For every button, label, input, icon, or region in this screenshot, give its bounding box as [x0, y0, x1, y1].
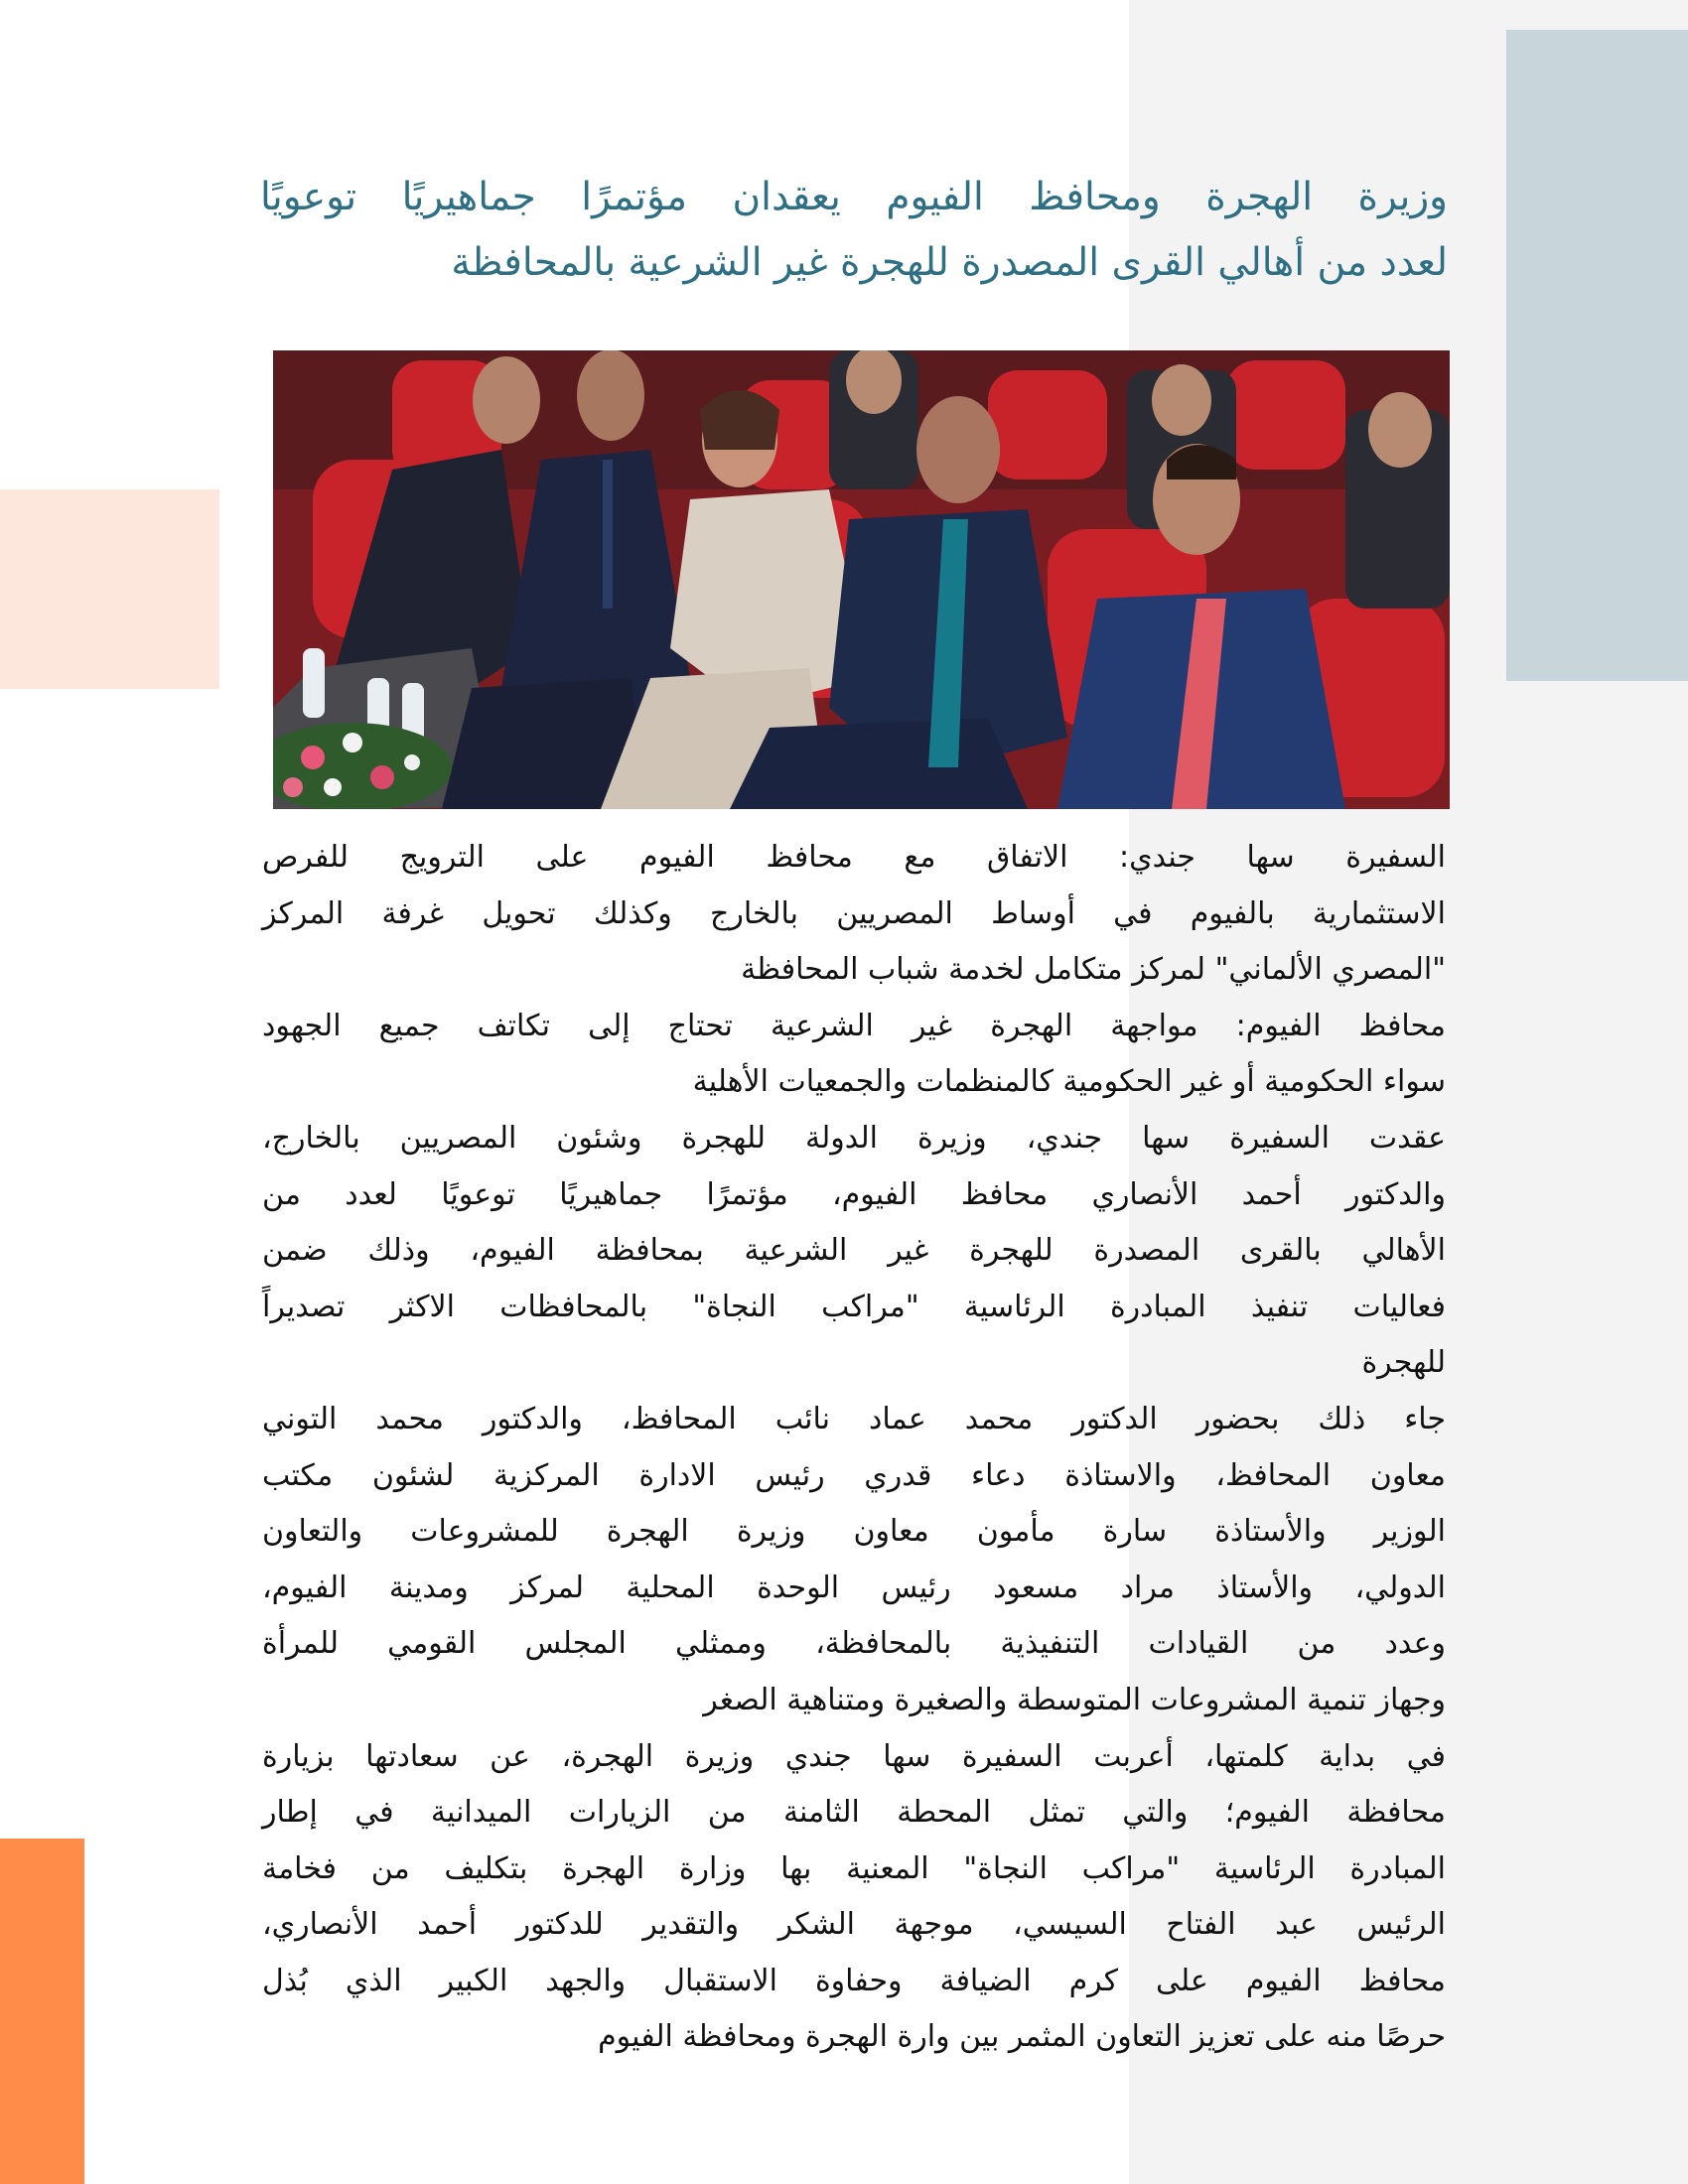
text-line: والدكتور أحمد الأنصاري محافظ الفيوم، مؤتمرًا جماهيريًا توعويًا لعدد من — [262, 1176, 1446, 1212]
decorative-blue-block — [1506, 30, 1688, 681]
photo-illustration — [273, 350, 1450, 809]
text-line: جاء ذلك بحضور الدكتور محمد عماد نائب المحافظ، والدكتور محمد التوني — [262, 1401, 1446, 1436]
title-line: لعدد من أهالي القرى المصدرة للهجرة غير الشرعية بالمحافظة — [451, 240, 1448, 285]
text-line: السفيرة سها جندي: الاتفاق مع محافظ الفيوم على الترويج للفرص — [262, 840, 1446, 875]
paragraph-sub-headline-2 — [262, 999, 1446, 1111]
text-line: للهجرة — [1361, 1345, 1446, 1381]
text-line: محافظة الفيوم؛ والتي تمثل المحطة الثامنة من الزيارات الميدانية في إطار — [262, 1795, 1446, 1831]
paragraph-intro — [262, 1111, 1446, 1392]
text-line: الدولي، والأستاذ مراد مسعود رئيس الوحدة المحلية لمركز ومدينة الفيوم، — [262, 1570, 1446, 1605]
text-line: محافظ الفيوم: مواجهة الهجرة غير الشرعية تحتاج إلى تكاتف جميع الجهود — [262, 1008, 1446, 1043]
text-line: الرئيس عبد الفتاح السيسي، موجهة الشكر والتقدير للدكتور أحمد الأنصاري، — [262, 1907, 1446, 1943]
text-line: وجهاز تنمية المشروعات المتوسطة والصغيرة ومتناهية الصغر — [703, 1682, 1446, 1717]
decorative-peach-block — [0, 489, 219, 689]
text-line: فعاليات تنفيذ المبادرة الرئاسية "مراكب النجاة" بالمحافظات الاكثر تصديراً — [262, 1289, 1446, 1324]
text-line: محافظ الفيوم على كرم الضيافة وحفاوة الاستقبال والجهد الكبير الذي بُذل — [262, 1963, 1446, 1998]
text-line: الأهالي بالقرى المصدرة للهجرة غير الشرعية بمحافظة الفيوم، وذلك ضمن — [262, 1233, 1446, 1269]
text-line: وعدد من القيادات التنفيذية بالمحافظة، وممثلي المجلس القومي للمرأة — [262, 1626, 1446, 1662]
article-title — [260, 165, 1448, 296]
text-line: الاستثمارية بالفيوم في أوساط المصريين بالخارج وكذلك تحويل غرفة المركز — [262, 895, 1446, 931]
paragraph-sub-headline-1 — [262, 830, 1446, 999]
article-photo — [273, 350, 1450, 809]
text-line: سواء الحكومية أو غير الحكومية كالمنظمات والجمعيات الأهلية — [692, 1064, 1446, 1100]
text-line: معاون المحافظ، والاستاذة دعاء قدري رئيس الادارة المركزية لشئون مكتب — [262, 1457, 1446, 1493]
decorative-orange-block — [0, 1839, 84, 2184]
text-line: المبادرة الرئاسية "مراكب النجاة" المعنية بها وزارة الهجرة بتكليف من فخامة — [262, 1850, 1446, 1886]
text-line: في بداية كلمتها، أعربت السفيرة سها جندي وزيرة الهجرة، عن سعادتها بزيارة — [262, 1738, 1446, 1774]
paragraph-speech — [262, 1729, 1446, 2067]
article-body — [262, 830, 1446, 2066]
text-line: حرصًا منه على تعزيز التعاون المثمر بين وارة الهجرة ومحافظة الفيوم — [598, 2019, 1446, 2055]
text-line: الوزير والأستاذة سارة مأمون معاون وزيرة الهجرة للمشروعات والتعاون — [262, 1514, 1446, 1550]
paragraph-attendees — [262, 1392, 1446, 1729]
title-line: وزيرة الهجرة ومحافظ الفيوم يعقدان مؤتمرًا جماهيريًا توعويًا — [260, 175, 1448, 219]
text-line: "المصري الألماني" لمركز متكامل لخدمة شباب المحافظة — [741, 952, 1446, 988]
text-line: عقدت السفيرة سها جندي، وزيرة الدولة للهجرة وشئون المصريين بالخارج، — [262, 1120, 1446, 1156]
